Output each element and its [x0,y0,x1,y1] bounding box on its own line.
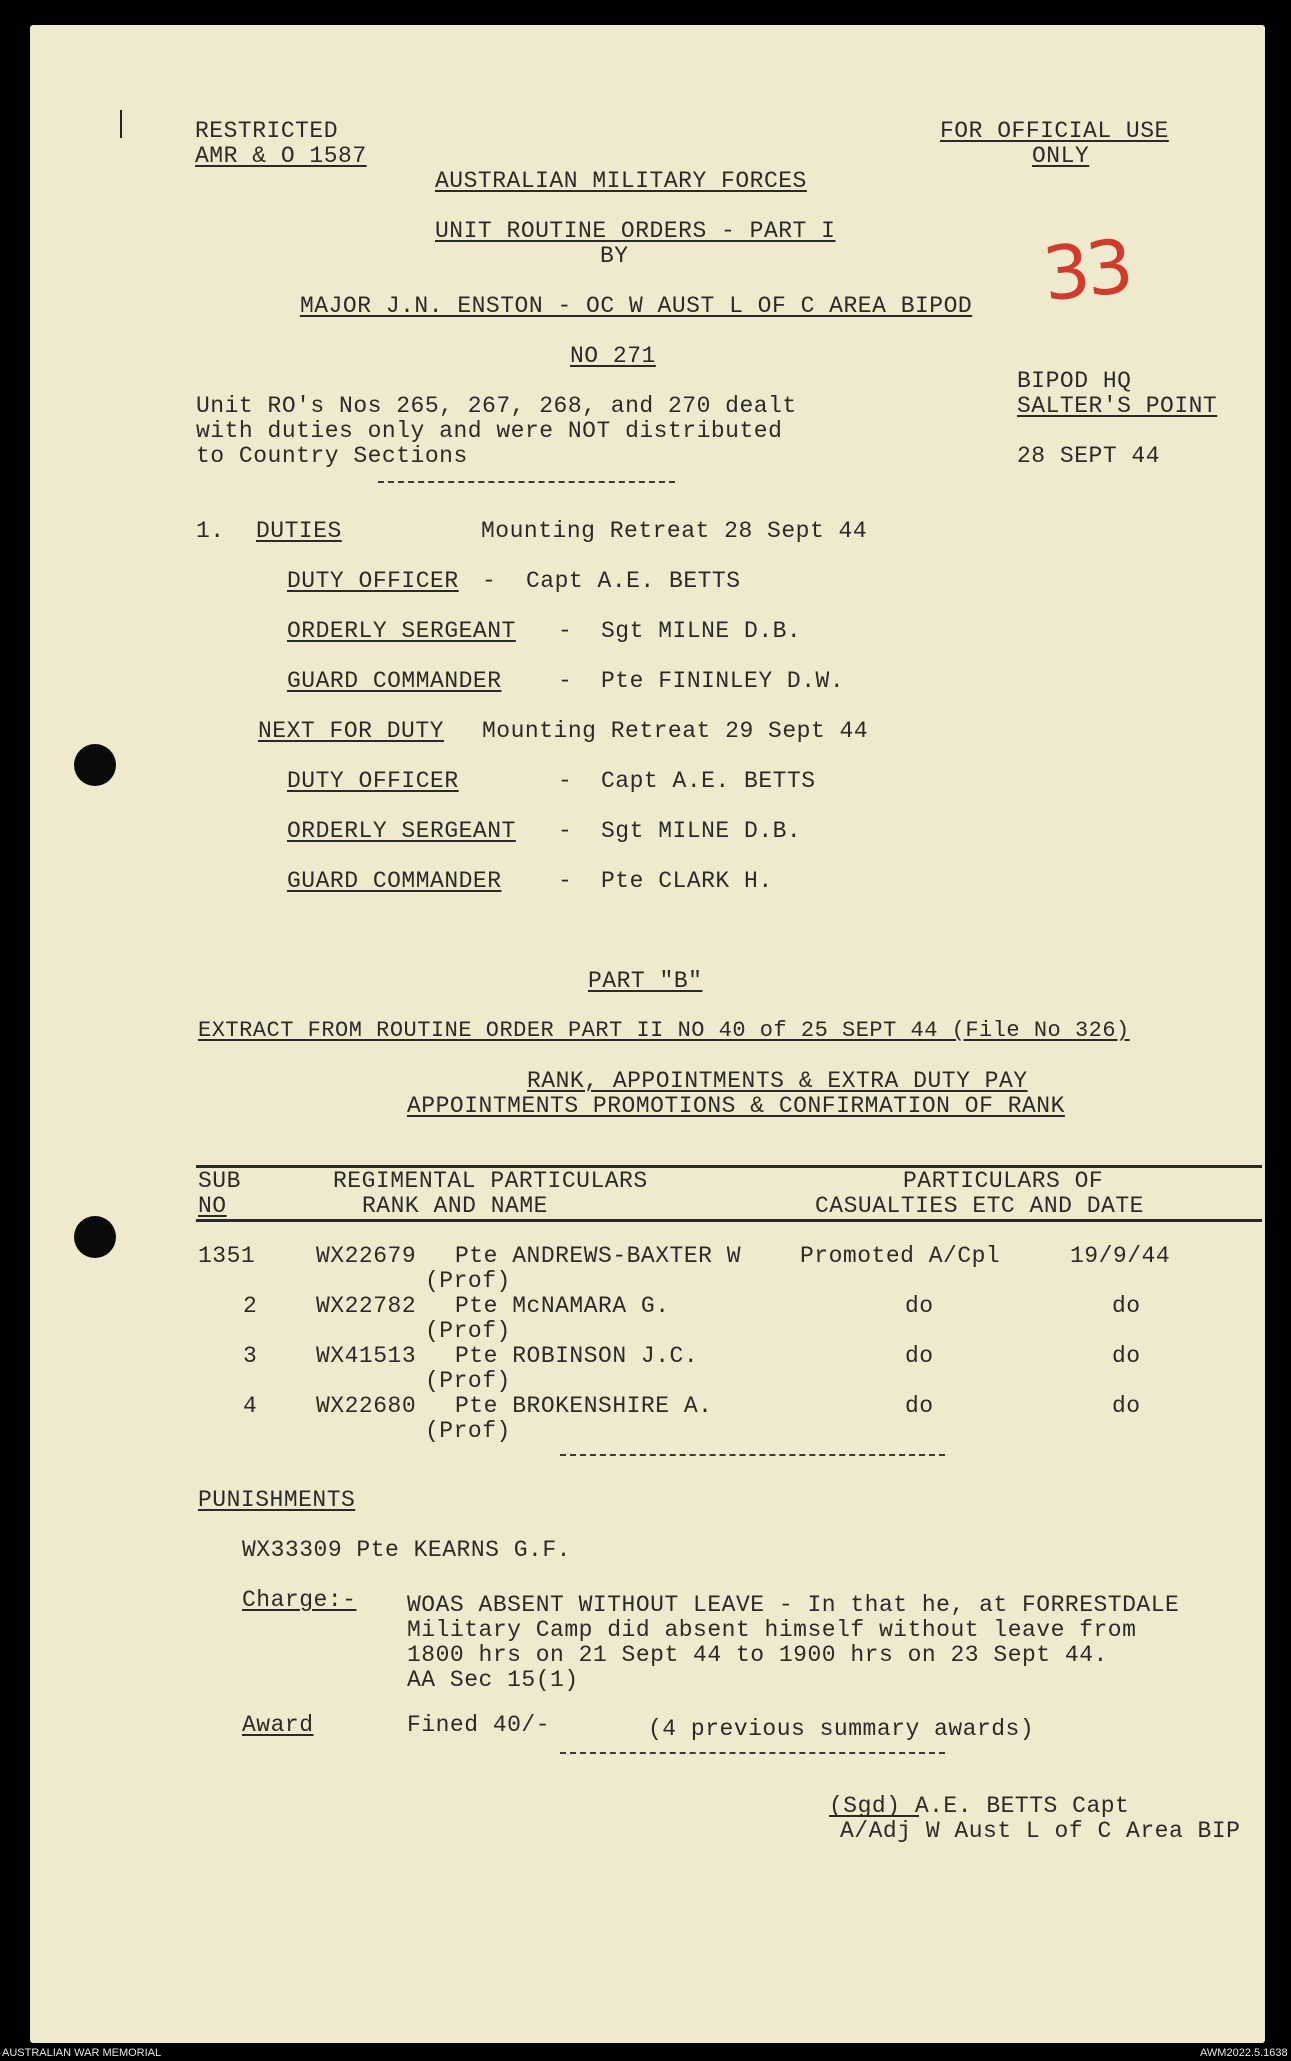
charge-text: 1800 hrs on 21 Sept 44 to 1900 hrs on 23 Sept 44. [407,1642,1108,1668]
duty-dash: - [558,668,573,694]
appointments-heading: APPOINTMENTS PROMOTIONS & CONFIRMATION OF RANK [407,1093,1065,1119]
col-particulars-header: CASUALTIES ETC AND DATE [815,1193,1144,1219]
restricted-label: RESTRICTED [195,118,339,144]
location-line-1: BIPOD HQ [1017,368,1132,394]
award-note: (4 previous summary awards) [648,1716,1035,1742]
charge-text: AA Sec 15(1) [407,1667,579,1693]
duty-person: Pte FININLEY D.W. [601,668,845,694]
rank-heading: RANK, APPOINTMENTS & EXTRA DUTY PAY [527,1068,1028,1094]
table-cell-particulars: do [905,1393,934,1419]
by-label: BY [600,243,629,269]
col-regimental-header: RANK AND NAME [362,1193,548,1219]
duty-role: GUARD COMMANDER [287,868,502,894]
next-duty-heading: NEXT FOR DUTY [258,718,444,744]
duty-role: DUTY OFFICER [287,568,459,594]
edge-mark [120,110,122,138]
page-number-stamp: 33 [1038,223,1134,319]
table-cell-date: 19/9/44 [1070,1243,1171,1269]
table-cell-particulars: Promoted A/Cpl [800,1243,1001,1269]
table-cell-sub: 3 [243,1343,258,1369]
order-number: NO 271 [570,343,656,369]
table-cell-date: do [1112,1343,1141,1369]
table-cell-prof: (Prof) [425,1268,511,1294]
charge-text: Military Camp did absent himself without leave from [407,1617,1137,1643]
table-cell-name: Pte ROBINSON J.C. [455,1343,699,1369]
extract-reference: EXTRACT FROM ROUTINE ORDER PART II NO 40 of 25 SEPT 44 (File No 326) [198,1018,1130,1043]
table-cell-sub: 1351 [198,1243,256,1269]
duty-person: Sgt MILNE D.B. [601,818,802,844]
table-cell-regno: WX22782 [316,1293,417,1319]
table-cell-regno: WX22679 [316,1243,417,1269]
award-label: Award [242,1712,314,1738]
section-divider [560,1454,945,1456]
next-duty-mounting: Mounting Retreat 29 Sept 44 [482,718,869,744]
table-cell-prof: (Prof) [425,1418,511,1444]
part-b-heading: PART "B" [588,968,703,994]
official-use-label: FOR OFFICIAL USE [940,118,1169,144]
table-rule-header [196,1219,1262,1222]
col-particulars-header: PARTICULARS OF [903,1168,1104,1194]
location-line-2: SALTER'S POINT [1017,393,1218,419]
punishments-heading: PUNISHMENTS [198,1487,356,1513]
duty-role: GUARD COMMANDER [287,668,502,694]
duty-dash: - [558,818,573,844]
table-cell-name: Pte McNAMARA G. [455,1293,670,1319]
document-title: AUSTRALIAN MILITARY FORCES [435,168,807,194]
duty-role: ORDERLY SERGEANT [287,818,516,844]
signature-line: (Sgd) A.E. BETTS Capt [829,1793,1130,1819]
duty-person: Sgt MILNE D.B. [601,618,802,644]
issuing-officer: MAJOR J.N. ENSTON - OC W AUST L OF C AREA BIPOD [300,293,973,319]
duty-person: Capt A.E. BETTS [601,768,816,794]
official-use-only: ONLY [1032,143,1090,169]
duties-number: 1. [196,518,225,544]
duty-dash: - [558,618,573,644]
table-cell-prof: (Prof) [425,1318,511,1344]
table-cell-name: Pte ANDREWS-BAXTER W [455,1243,742,1269]
archive-credit: AUSTRALIAN WAR MEMORIAL [2,2047,162,2059]
duty-dash: - [558,868,573,894]
duty-person: Pte CLARK H. [601,868,773,894]
duty-dash: - [482,568,497,594]
punishment-subject: WX33309 Pte KEARNS G.F. [242,1537,571,1563]
table-cell-prof: (Prof) [425,1368,511,1394]
table-cell-sub: 2 [243,1293,258,1319]
intro-line: Unit RO's Nos 265, 267, 268, and 270 dealt [196,393,797,419]
punch-hole [74,744,116,786]
duties-mounting: Mounting Retreat 28 Sept 44 [481,518,868,544]
table-cell-regno: WX41513 [316,1343,417,1369]
section-divider [560,1752,945,1754]
amr-ref: AMR & O 1587 [195,143,367,169]
intro-line: with duties only and were NOT distributed [196,418,783,444]
punch-hole [74,1216,116,1258]
order-date: 28 SEPT 44 [1017,443,1161,469]
table-cell-date: do [1112,1293,1141,1319]
duty-role: ORDERLY SERGEANT [287,618,516,644]
col-regimental-header: REGIMENTAL PARTICULARS [333,1168,648,1194]
col-sub-header: NO [198,1193,227,1219]
table-cell-particulars: do [905,1343,934,1369]
section-divider [378,481,675,483]
signature-underline [829,1815,919,1817]
intro-line: to Country Sections [196,443,468,469]
table-cell-regno: WX22680 [316,1393,417,1419]
table-cell-date: do [1112,1393,1141,1419]
duty-role: DUTY OFFICER [287,768,459,794]
signature-title: A/Adj W Aust L of C Area BIP [840,1818,1241,1844]
duties-heading: DUTIES [256,518,342,544]
table-cell-sub: 4 [243,1393,258,1419]
charge-text: WOAS ABSENT WITHOUT LEAVE - In that he, at FORRESTDALE [407,1592,1180,1618]
award-text: Fined 40/- [407,1712,551,1738]
charge-label: Charge:- [242,1587,357,1613]
table-cell-name: Pte BROKENSHIRE A. [455,1393,713,1419]
document-subtitle: UNIT ROUTINE ORDERS - PART I [435,218,836,244]
duty-person: Capt A.E. BETTS [526,568,741,594]
duty-dash: - [558,768,573,794]
table-cell-particulars: do [905,1293,934,1319]
col-sub-header: SUB [198,1168,241,1194]
archive-reference: AWM2022.5.1638 [1200,2047,1288,2059]
